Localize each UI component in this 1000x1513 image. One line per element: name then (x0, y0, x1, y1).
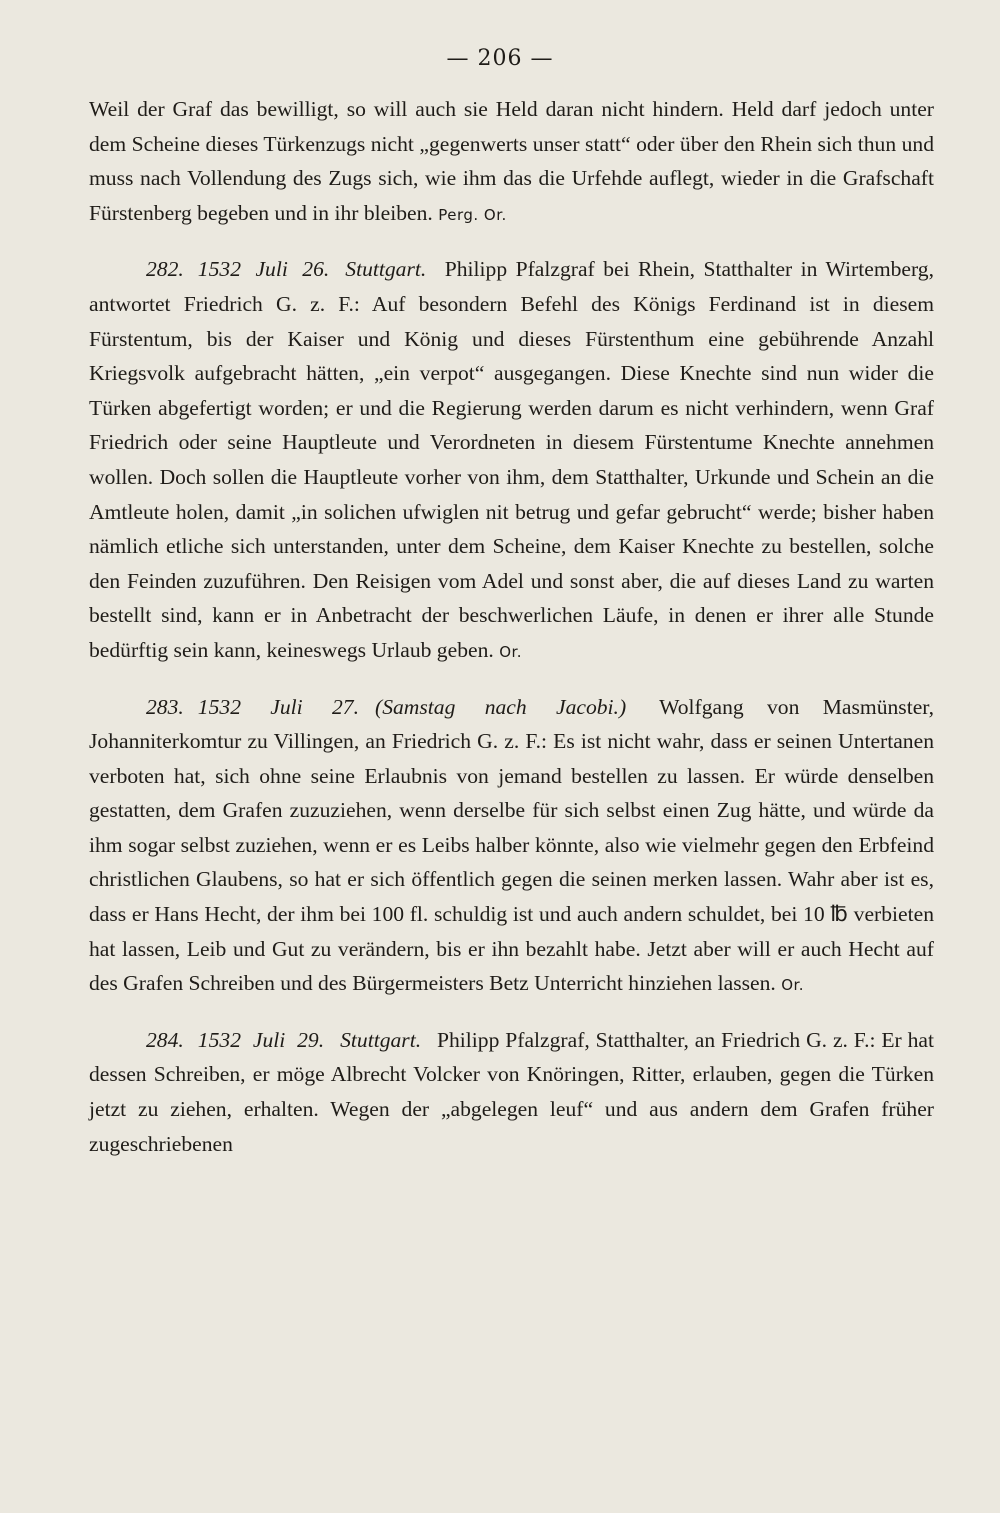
source-note: Perg. Or. (438, 205, 507, 224)
entry-text: Philipp Pfalzgraf, Statthalter, an Friedrich G. z. F.: Er hat dessen Schreiben, er möge Albrecht Volcker von Knöringen, Ritter, erlauben, gegen die Türken jetzt zu ziehen, erhalten. Wegen der „abgelegen leuf“ und aus andern dem Grafen früher zugeschriebenen (89, 1027, 934, 1156)
text-block (89, 92, 934, 1161)
page-number: — 206 — (446, 46, 554, 71)
entry-date: 1532 Juli 27. (197, 694, 359, 719)
source-note: Or. (499, 642, 523, 661)
entry-number: 284. (146, 1027, 184, 1052)
entry-text: Wolfgang von Masmünster, Johanniterkomtur zu Villingen, an Friedrich G. z. F.: Es ist nicht wahr, dass er seinen Untertanen verboten hat, sich ohne seine Erlaubnis von jemand bestellen zu lassen. Er würde denselben gestatten, dem Grafen zuzuziehen, wenn derselbe für sich selbst einen Zug hätte, und würde da ihm sogar selbst zuziehen, wenn er es Leibs halber könnte, also wie vielmehr gegen den Erbfeind christlichen Glaubens, so hat er sich öffentlich gegen die seinen merken lassen. Wahr aber ist es, dass er Hans Hecht, der ihm bei 100 fl. schuldig ist und auch andern schuldet, bei 10 ℔ verbieten hat lassen, Leib und Gut zu verändern, bis er ihn bezahlt habe. Jetzt aber will er auch Hecht auf des Grafen Schreiben und des Bürgermeisters Betz Unterricht hinziehen lassen. (89, 694, 935, 996)
entry-number: 283. (146, 694, 184, 719)
entry-282 (89, 252, 934, 669)
entry-date: 1532 Juli 29. (197, 1027, 325, 1052)
entry-number: 282. (146, 257, 184, 282)
entry-heading (146, 695, 636, 719)
entry-283 (89, 690, 934, 1003)
entry-place: Stuttgart. (340, 1027, 422, 1052)
entry-heading (146, 1028, 431, 1052)
entry-284 (89, 1023, 934, 1161)
source-note: Or. (781, 976, 805, 995)
continuation-paragraph (89, 92, 934, 232)
entry-text: Philipp Pfalzgraf bei Rhein, Statthalter in Wirtemberg, antwortet Friedrich G. z. F.: Auf besondern Befehl des Königs Ferdinand ist in diesem Fürstentum, bis der Kaiser und König und dieses Fürstenthum eine gebührende Anzahl Kriegsvolk aufgebracht hätten, „ein verpot“ ausgegangen. Diese Knechte sind nun wider die Türken abgefertigt worden; er und die Regierung werden darum es nicht verhindern, wenn Graf Friedrich oder seine Hauptleute und Verordneten in diesem Fürstentume Knechte annehmen wollen. Doch sollen die Hauptleute vorher von ihm, dem Statthalter, Urkunde und Schein an die Amtleute holen, damit „in solichen ufwiglen nit betrug und gefar gebrucht“ werde; bisher haben nämlich etliche sich unterstanden, unter dem Scheine, dem Kaiser Knechte zu bestellen, solche den Feinden zuzuführen. Den Reisigen vom Adel und sonst aber, die auf dieses Land zu warten bestellt sind, kann er in Anbetracht der beschwerlichen Läufe, in denen er ihrer alle Stunde bedürftig sein kann, keineswegs Urlaub geben. (89, 257, 935, 662)
entry-date: 1532 Juli 26. (197, 257, 330, 282)
entry-place: (Samstag nach Jacobi.) (375, 694, 627, 719)
entry-heading (146, 257, 436, 281)
entry-place: Stuttgart. (345, 257, 427, 282)
continuation-text: Weil der Graf das bewilligt, so will auch sie Held daran nicht hindern. Held darf jedoch unter dem Scheine dieses Türkenzugs nicht „gegenwerts unser statt“ oder über den Rhein sich thun und muss nach Vollendung des Zugs sich, wie ihm das die Urfehde auflegt, wieder in die Grafschaft Fürstenberg begeben und in ihr bleiben. (89, 97, 934, 225)
